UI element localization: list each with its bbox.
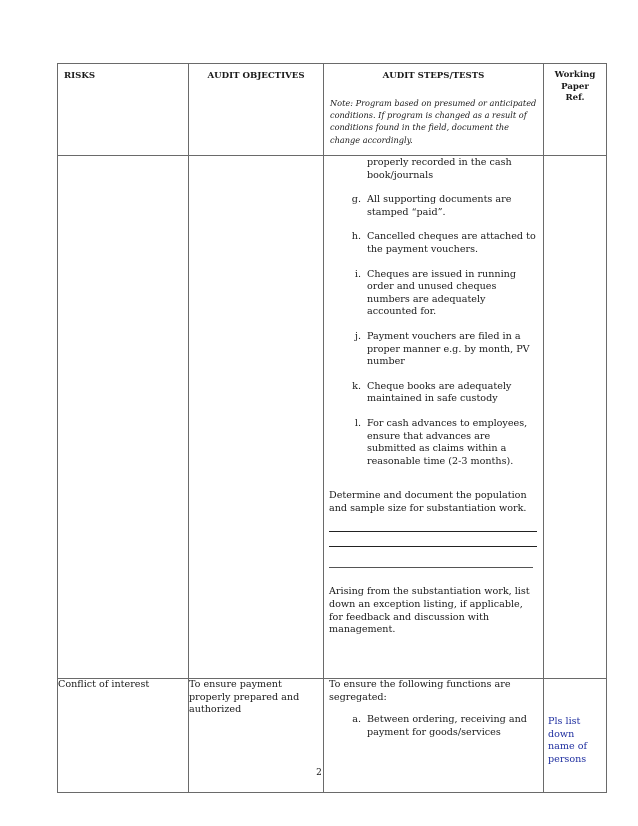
header-working-paper-ref [544,64,607,156]
wp-note-line-2: down [548,728,575,740]
wp-note-line-3: name of [548,741,588,753]
objective-cell-empty [189,156,324,679]
list-item [329,381,537,406]
list-item [329,231,537,256]
list-item [329,331,537,369]
continuation-text: properly recorded in the cash book/journals [367,157,512,181]
page-number: 2 [316,768,322,778]
list-item [329,418,537,468]
list-item [329,269,537,319]
item-text: For cash advances to employees, ensure that advances are submitted as claims within a reasonable time (2-3 months). [367,417,528,467]
fill-in-line [329,561,533,568]
item-label: a. [352,714,361,726]
item-text: Payment vouchers are filed in a proper manner e.g. by month, PV number [367,330,530,368]
header-risks: RISKS [58,64,189,156]
risk-cell-empty [58,156,189,679]
item-label: h. [351,231,361,243]
header-audit-steps-title: AUDIT STEPS/TESTS [382,71,485,81]
item-label: g. [351,194,361,206]
item-text: All supporting documents are stamped “paid”. [367,194,512,218]
risk-cell: Conflict of interest [58,679,189,793]
item-text: Cheque books are adequately maintained in safe custody [367,380,512,405]
list-item [329,194,537,219]
fill-in-line [329,546,537,547]
wp-note-line-4: persons [548,753,587,765]
table-header-row [58,64,607,156]
audit-program-table [57,63,607,793]
list-item-continuation [367,157,537,182]
table-row [58,156,607,679]
population-paragraph: Determine and document the population and sample size for substantiation work. [329,490,527,514]
header-wp-line-2: Paper [561,81,589,92]
item-label: i. [354,268,361,280]
item-label: l. [354,417,361,429]
header-wp-line-3: Ref. [565,93,585,103]
item-text: Cheques are issued in running order and unused cheques numbers are adequately accounted for. [367,268,516,318]
exception-listing-paragraph: Arising from the substantiation work, list down an exception listing, if applicable, for feedback and discussion with management. [329,586,530,636]
working-paper-cell-empty [544,156,607,679]
header-audit-objectives: AUDIT OBJECTIVES [189,64,324,156]
item-label: k. [352,380,361,392]
item-text: Between ordering, receiving and payment for goods/services [367,714,527,738]
header-audit-steps [324,64,544,156]
objective-cell: To ensure payment properly prepared and authorized [189,679,324,793]
header-program-note: Note: Program based on presumed or anticipated conditions. If program is changed as a result of conditions found in the field, document the change accordingly. [330,97,537,145]
fill-in-line [329,531,537,532]
item-text: Cancelled cheques are attached to the payment vouchers. [367,231,536,255]
list-item [329,714,543,739]
steps-intro: To ensure the following functions are segregated: [329,679,511,703]
item-label: j. [354,330,361,342]
header-wp-line-1: Working [554,70,596,80]
wp-note-line-1: Pls list [548,716,581,727]
audit-steps-cell [324,156,544,679]
